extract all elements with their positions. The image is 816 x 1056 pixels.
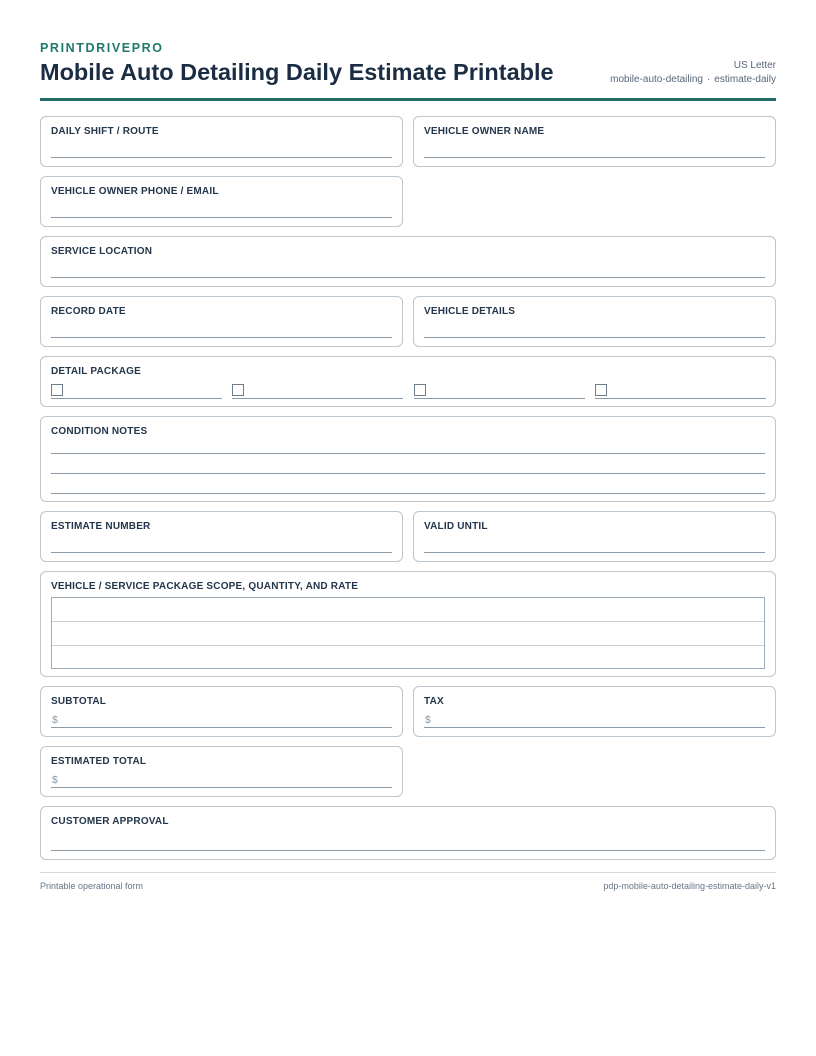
checkbox-icon[interactable] <box>232 384 244 396</box>
checkbox-icon[interactable] <box>595 384 607 396</box>
write-line[interactable] <box>51 157 392 158</box>
field-label: SUBTOTAL <box>51 696 107 707</box>
form-id: pdp-mobile-auto-detailing-estimate-daily-v1 <box>603 881 776 891</box>
write-line[interactable] <box>51 453 765 454</box>
field-label: CONDITION NOTES <box>51 426 148 437</box>
field-label: ESTIMATED TOTAL <box>51 756 147 767</box>
field-label: SERVICE LOCATION <box>51 246 153 257</box>
paper-size: US Letter <box>733 60 776 71</box>
write-line[interactable] <box>51 787 392 788</box>
document-slug <box>610 73 776 87</box>
currency-symbol: $ <box>52 774 58 786</box>
page-title: Mobile Auto Detailing Daily Estimate Printable <box>40 59 554 85</box>
write-line[interactable] <box>424 157 765 158</box>
service-location-field[interactable] <box>40 236 776 287</box>
field-label: RECORD DATE <box>51 306 126 317</box>
estimated-total-field[interactable] <box>40 746 403 797</box>
write-line[interactable] <box>51 727 392 728</box>
table-row[interactable] <box>52 598 764 622</box>
checkbox-icon[interactable] <box>51 384 63 396</box>
write-line[interactable] <box>424 727 765 728</box>
estimate-number-field[interactable] <box>40 511 403 562</box>
valid-until-field[interactable] <box>413 511 776 562</box>
vehicle-owner-name-field[interactable] <box>413 116 776 167</box>
package-option-3[interactable] <box>414 383 585 399</box>
document-meta <box>610 59 776 86</box>
page-header <box>40 40 776 101</box>
customer-approval-field[interactable] <box>40 806 776 860</box>
slug-secondary: estimate-daily <box>714 73 776 85</box>
field-label: TAX <box>424 696 444 707</box>
write-line[interactable] <box>424 337 765 338</box>
field-label: VEHICLE OWNER PHONE / EMAIL <box>51 186 219 197</box>
brand-name: PRINTDRIVEPRO <box>40 41 164 55</box>
field-label: VALID UNTIL <box>424 521 488 532</box>
package-option-1[interactable] <box>51 383 222 399</box>
field-label: VEHICLE / SERVICE PACKAGE SCOPE, QUANTITY, AND RATE <box>51 581 359 592</box>
table-row[interactable] <box>52 622 764 646</box>
package-option-2[interactable] <box>232 383 403 399</box>
footer-description: Printable operational form <box>40 881 144 891</box>
page-footer <box>40 872 776 891</box>
subtotal-field[interactable] <box>40 686 403 737</box>
field-label: VEHICLE OWNER NAME <box>424 126 545 137</box>
detail-package-field <box>40 356 776 407</box>
daily-shift-route-field[interactable] <box>40 116 403 167</box>
write-line[interactable] <box>51 473 765 474</box>
slug-separator: · <box>706 73 711 85</box>
currency-symbol: $ <box>52 714 58 726</box>
slug-primary: mobile-auto-detailing <box>610 73 703 85</box>
write-line[interactable] <box>424 552 765 553</box>
field-label: DETAIL PACKAGE <box>51 366 142 377</box>
write-line[interactable] <box>51 493 765 494</box>
field-label: VEHICLE DETAILS <box>424 306 516 317</box>
tax-field[interactable] <box>413 686 776 737</box>
write-line[interactable] <box>51 337 392 338</box>
currency-symbol: $ <box>425 714 431 726</box>
checkbox-icon[interactable] <box>414 384 426 396</box>
write-line[interactable] <box>51 217 392 218</box>
write-line[interactable] <box>51 277 765 278</box>
field-label: ESTIMATE NUMBER <box>51 521 151 532</box>
vehicle-details-field[interactable] <box>413 296 776 347</box>
condition-notes-field[interactable] <box>40 416 776 502</box>
signature-line[interactable] <box>51 850 765 851</box>
field-label: CUSTOMER APPROVAL <box>51 816 169 827</box>
scope-table <box>51 597 765 669</box>
field-label: DAILY SHIFT / ROUTE <box>51 126 159 137</box>
table-row[interactable] <box>52 646 764 670</box>
vehicle-owner-contact-field[interactable] <box>40 176 403 227</box>
scope-table-field <box>40 571 776 677</box>
write-line[interactable] <box>51 552 392 553</box>
package-option-4[interactable] <box>595 383 766 399</box>
record-date-field[interactable] <box>40 296 403 347</box>
